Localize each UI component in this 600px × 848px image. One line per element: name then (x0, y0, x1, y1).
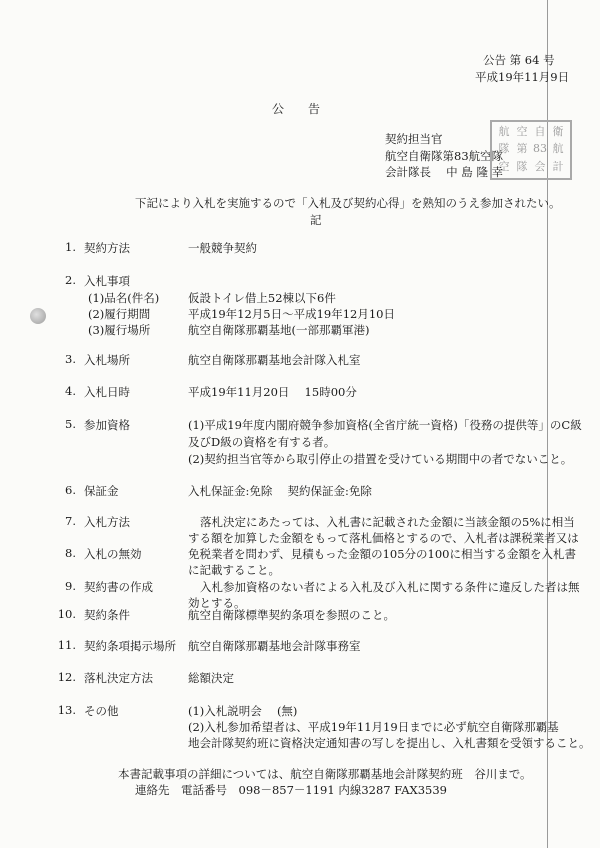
seal-char: 自 (534, 125, 546, 138)
method-line: する額を加算した金額をもって落札価格とするので、入札者は課税業者又は (188, 531, 579, 545)
item-label: 参加資格 (84, 418, 130, 432)
item-number: 11. (57, 638, 76, 652)
qualification-line: (2)契約担当官等から取引停止の措置を受けている期間中の者でないこと。 (188, 452, 573, 466)
qualification-line: (1)平成19年度内閣府競争参加資格(全省庁統一資格)「役務の提供等」のC級 (188, 418, 582, 432)
item-number: 1. (65, 240, 76, 254)
ki-heading: 記 (310, 213, 322, 227)
seal-char: 航 (552, 142, 564, 156)
item-label: 入札日時 (84, 385, 130, 399)
seal-char: 航 (498, 125, 510, 138)
item-value: 平成19年11月20日 15時00分 (188, 385, 357, 399)
document-title: 公 告 (272, 102, 321, 116)
seal-char: 第 (516, 142, 528, 156)
item-number: 10. (57, 607, 76, 621)
qualification-line: 及びD級の資格を有する者。 (188, 435, 336, 449)
punch-hole (30, 308, 46, 324)
method-line: 入札参加資格のない者による入札及び入札に関する条件に違反した者は無 (200, 580, 580, 594)
other-line: (2)入札参加希望者は、平成19年11月19日までに必ず航空自衛隊那覇基 (188, 720, 559, 734)
item-number: 9. (65, 579, 76, 593)
seal-char: 隊 (498, 142, 510, 156)
sub-item-label: (1)品名(件名) (88, 291, 160, 305)
item-number: 6. (65, 483, 76, 497)
sub-item-value: 航空自衛隊那覇基地(一部那覇軍港) (188, 323, 370, 337)
seal-char: 隊 (516, 159, 528, 173)
intro-text: 下記により入札を実施するので「入札及び契約心得」を熟知のうえ参加されたい。 (135, 196, 561, 210)
method-line: 落札決定にあたっては、入札書に記載された金額に当該金額の5%に相当 (200, 515, 575, 529)
item-label: 契約方法 (84, 241, 130, 255)
notice-date: 平成19年11月9日 (475, 70, 570, 84)
item-number: 7. (65, 514, 76, 528)
item-value: 航空自衛隊標準契約条項を参照のこと。 (188, 608, 395, 622)
item-number: 5. (65, 417, 76, 431)
sub-item-value: 平成19年12月5日～平成19年12月10日 (188, 307, 395, 321)
issuer-role: 契約担当官 (385, 132, 443, 146)
item-value: 一般競争契約 (188, 241, 257, 255)
item-label: 保証金 (84, 484, 119, 498)
item-number: 2. (65, 273, 76, 287)
item-value: 総額決定 (188, 671, 234, 685)
item-number: 4. (65, 384, 76, 398)
method-line: 免税業者を問わず、見積もった金額の105分の100に相当する金額を入札書 (188, 547, 576, 561)
issuer-name: 会計隊長 中 島 隆 幸 (385, 165, 504, 179)
item-value: 入札保証金:免除 契約保証金:免除 (188, 484, 372, 498)
notice-number: 公告 第 64 号 (483, 53, 555, 67)
other-line: (1)入札説明会 (無) (188, 704, 298, 718)
sub-item-value: 仮設トイレ借上52棟以下6件 (188, 291, 336, 305)
method-line: に記載すること。 (188, 563, 280, 577)
sub-item-label: (3)履行場所 (88, 323, 151, 337)
seal-char: 計 (552, 159, 564, 173)
other-line: 地会計隊契約班に資格決定通知書の写しを提出し、入札書類を受領すること。 (188, 736, 591, 750)
official-seal-stamp (490, 120, 572, 180)
item-label: 契約条件 (84, 608, 130, 622)
item-label: 契約条項掲示場所 (84, 639, 176, 653)
item-label: 入札事項 (84, 274, 130, 288)
seal-char: 衛 (552, 125, 564, 138)
item-label: その他 (84, 704, 119, 718)
seal-char: 会 (534, 159, 546, 173)
item-number: 13. (57, 703, 76, 717)
footer-phone: 連絡先 電話番号 098－857－1191 内線3287 FAX3539 (135, 783, 447, 797)
sub-item-label: (2)履行期間 (88, 307, 151, 321)
item-number: 8. (65, 546, 76, 560)
item-label: 契約書の作成 (84, 580, 153, 594)
seal-char: 空 (498, 159, 510, 173)
item-number: 12. (57, 670, 76, 684)
item-number: 3. (65, 352, 76, 366)
item-label: 入札場所 (84, 353, 130, 367)
item-value: 航空自衛隊那覇基地会計隊入札室 (188, 353, 361, 367)
method-line: 効とする。 (188, 596, 246, 610)
footer-contact-info: 本書記載事項の詳細については、航空自衛隊那覇基地会計隊契約班 谷川まで。 (118, 767, 532, 781)
item-label: 入札方法 (84, 515, 130, 529)
seal-char: 空 (516, 125, 528, 138)
seal-char: 83 (533, 142, 547, 156)
issuer-unit: 航空自衛隊第83航空隊 (385, 149, 504, 163)
item-label: 落札決定方法 (84, 671, 153, 685)
item-value: 航空自衛隊那覇基地会計隊事務室 (188, 639, 361, 653)
item-label: 入札の無効 (84, 547, 142, 561)
